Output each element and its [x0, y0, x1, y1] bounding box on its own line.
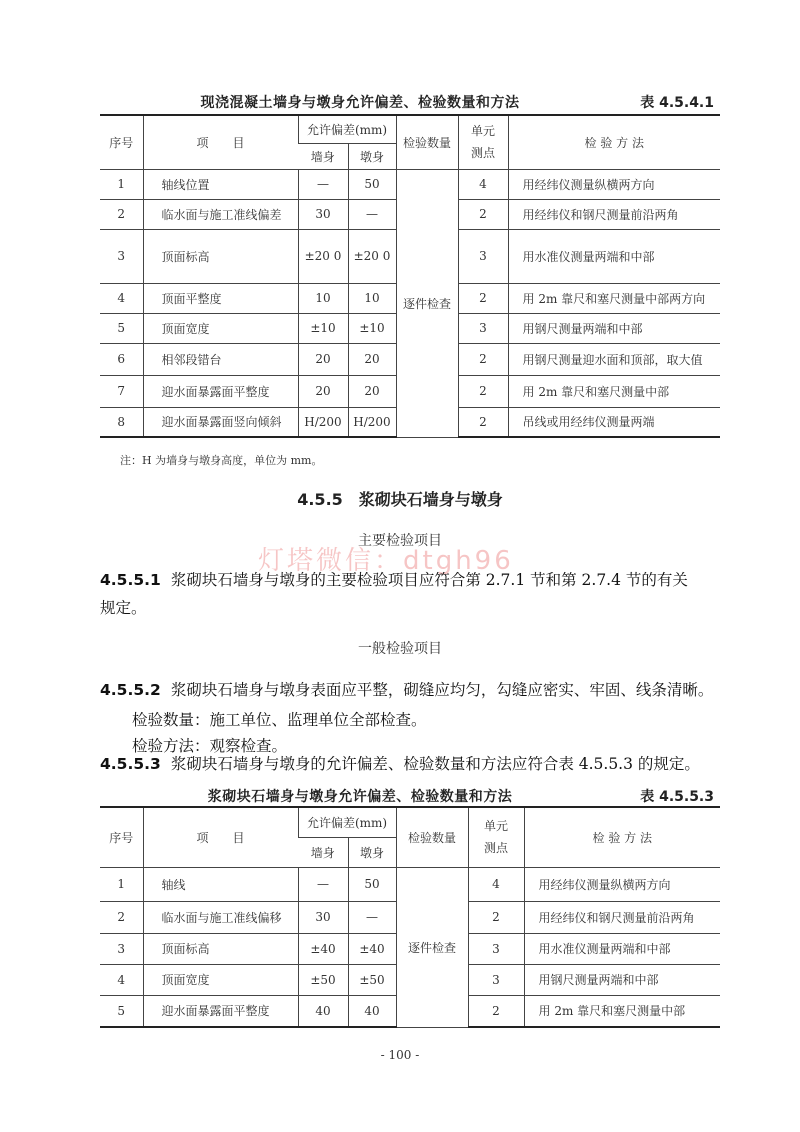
- row-points: 2: [458, 343, 508, 375]
- table2: [100, 806, 720, 1028]
- header-wall: 墙身: [298, 143, 348, 169]
- row-seq: 3: [100, 229, 143, 283]
- row-wall: ±20 0: [298, 229, 348, 283]
- row-points: 3: [468, 933, 524, 964]
- main-items-heading: 主要检验项目: [358, 533, 442, 549]
- row-method: 用钢尺测量迎水面和顶部，取大值: [508, 343, 720, 375]
- row-points: 4: [458, 169, 508, 199]
- table1-title: 现浇混凝土墙身与墩身允许偏差、检验数量和方法: [200, 95, 520, 111]
- row-points: 2: [468, 901, 524, 933]
- clause-4-5-5-2: [100, 676, 730, 704]
- table1-number: 表 4.5.4.1: [640, 95, 714, 111]
- header-points: 单元测点: [468, 807, 524, 867]
- row-seq: 5: [100, 995, 143, 1027]
- row-pier: —: [348, 901, 396, 933]
- clause-number: 4.5.5.3: [100, 755, 161, 773]
- row-wall: 20: [298, 375, 348, 407]
- row-method: 用钢尺测量两端和中部: [508, 313, 720, 343]
- header-method: 检 验 方 法: [524, 807, 720, 867]
- row-seq: 2: [100, 901, 143, 933]
- row-item: 顶面宽度: [143, 313, 298, 343]
- table1-note: 注：H 为墙身与墩身高度，单位为 mm。: [120, 454, 323, 467]
- row-wall: —: [298, 867, 348, 901]
- quantity-cell: 逐件检查: [396, 867, 468, 1027]
- clause-text-cont: 规定。: [100, 599, 147, 617]
- row-item: 顶面宽度: [143, 964, 298, 995]
- table1: [100, 114, 720, 438]
- row-item: 轴线: [143, 867, 298, 901]
- page-number: - 100 -: [380, 1048, 420, 1062]
- row-item: 轴线位置: [143, 169, 298, 199]
- clause-2-method: 检验方法：观察检查。: [132, 737, 288, 755]
- row-points: 3: [458, 313, 508, 343]
- row-method: 用 2m 靠尺和塞尺测量中部两方向: [508, 283, 720, 313]
- row-wall: ±50: [298, 964, 348, 995]
- header-tolerance: 允许偏差(mm): [298, 807, 396, 837]
- row-points: 4: [468, 867, 524, 901]
- row-wall: 30: [298, 901, 348, 933]
- row-method: 用 2m 靠尺和塞尺测量中部: [508, 375, 720, 407]
- table-row: [100, 169, 720, 199]
- row-pier: 10: [348, 283, 396, 313]
- row-pier: ±20 0: [348, 229, 396, 283]
- row-wall: 10: [298, 283, 348, 313]
- row-pier: H/200: [348, 407, 396, 437]
- row-item: 顶面标高: [143, 933, 298, 964]
- row-seq: 7: [100, 375, 143, 407]
- row-wall: H/200: [298, 407, 348, 437]
- clause-text: 浆砌块石墙身与墩身的允许偏差、检验数量和方法应符合表 4.5.5.3 的规定。: [170, 755, 700, 773]
- header-tolerance: 允许偏差(mm): [298, 115, 396, 143]
- header-points: 单元测点: [458, 115, 508, 169]
- table-row: [100, 867, 720, 901]
- section-title: 4.5.5 浆砌块石墙身与墩身: [297, 490, 503, 509]
- clause-2-quantity: 检验数量：施工单位、监理单位全部检查。: [132, 711, 427, 729]
- row-wall: ±40: [298, 933, 348, 964]
- row-item: 迎水面暴露面平整度: [143, 375, 298, 407]
- row-method: 用 2m 靠尺和塞尺测量中部: [524, 995, 720, 1027]
- row-points: 3: [458, 229, 508, 283]
- header-pier: 墩身: [348, 143, 396, 169]
- clause-4-5-5-3: [100, 750, 730, 778]
- row-wall: ±10: [298, 313, 348, 343]
- row-pier: ±50: [348, 964, 396, 995]
- row-points: 2: [458, 407, 508, 437]
- row-pier: ±40: [348, 933, 396, 964]
- row-method: 用钢尺测量两端和中部: [524, 964, 720, 995]
- row-pier: 20: [348, 343, 396, 375]
- row-wall: 40: [298, 995, 348, 1027]
- row-seq: 1: [100, 169, 143, 199]
- row-seq: 6: [100, 343, 143, 375]
- clause-number: 4.5.5.2: [100, 681, 161, 699]
- header-wall: 墙身: [298, 837, 348, 867]
- row-method: 用经纬仪和钢尺测量前沿两角: [508, 199, 720, 229]
- row-seq: 8: [100, 407, 143, 437]
- row-pier: 40: [348, 995, 396, 1027]
- row-wall: —: [298, 169, 348, 199]
- row-seq: 4: [100, 964, 143, 995]
- row-points: 2: [458, 283, 508, 313]
- header-quantity: 检验数量: [396, 807, 468, 867]
- row-item: 临水面与施工准线偏移: [143, 901, 298, 933]
- table2-title: 浆砌块石墙身与墩身允许偏差、检验数量和方法: [207, 789, 513, 805]
- row-item: 迎水面暴露面竖向倾斜: [143, 407, 298, 437]
- quantity-cell: 逐件检查: [396, 169, 458, 437]
- clause-text: 浆砌块石墙身与墩身表面应平整，砌缝应均匀，勾缝应密实、牢固、线条清晰。: [170, 681, 714, 699]
- row-method: 用经纬仪和钢尺测量前沿两角: [524, 901, 720, 933]
- row-wall: 20: [298, 343, 348, 375]
- row-method: 用水准仪测量两端和中部: [508, 229, 720, 283]
- watermark: 灯塔微信：dtgh96: [258, 546, 514, 576]
- header-seq: 序号: [100, 115, 143, 169]
- row-item: 顶面平整度: [143, 283, 298, 313]
- header-method: 检 验 方 法: [508, 115, 720, 169]
- row-method: 吊线或用经纬仪测量两端: [508, 407, 720, 437]
- header-seq: 序号: [100, 807, 143, 867]
- clause-number: 4.5.5.1: [100, 571, 161, 589]
- header-pier: 墩身: [348, 837, 396, 867]
- row-method: 用经纬仪测量纵横两方向: [508, 169, 720, 199]
- row-seq: 1: [100, 867, 143, 901]
- row-points: 2: [468, 995, 524, 1027]
- general-items-heading: 一般检验项目: [358, 641, 442, 657]
- row-item: 顶面标高: [143, 229, 298, 283]
- row-seq: 3: [100, 933, 143, 964]
- row-item: 相邻段错台: [143, 343, 298, 375]
- header-quantity: 检验数量: [396, 115, 458, 169]
- row-points: 3: [468, 964, 524, 995]
- header-item: 项 目: [143, 807, 298, 867]
- row-item: 迎水面暴露面平整度: [143, 995, 298, 1027]
- row-pier: —: [348, 199, 396, 229]
- row-method: 用水准仪测量两端和中部: [524, 933, 720, 964]
- row-method: 用经纬仪测量纵横两方向: [524, 867, 720, 901]
- row-seq: 4: [100, 283, 143, 313]
- row-wall: 30: [298, 199, 348, 229]
- row-seq: 2: [100, 199, 143, 229]
- row-points: 2: [458, 199, 508, 229]
- row-pier: 50: [348, 169, 396, 199]
- row-pier: ±10: [348, 313, 396, 343]
- table2-number: 表 4.5.5.3: [640, 789, 714, 805]
- row-item: 临水面与施工准线偏差: [143, 199, 298, 229]
- row-points: 2: [458, 375, 508, 407]
- row-pier: 20: [348, 375, 396, 407]
- clause-4-5-5-1: [100, 566, 730, 622]
- clause-text: 浆砌块石墙身与墩身的主要检验项目应符合第 2.7.1 节和第 2.7.4 节的有关: [170, 571, 688, 589]
- row-pier: 50: [348, 867, 396, 901]
- row-seq: 5: [100, 313, 143, 343]
- header-item: 项 目: [143, 115, 298, 169]
